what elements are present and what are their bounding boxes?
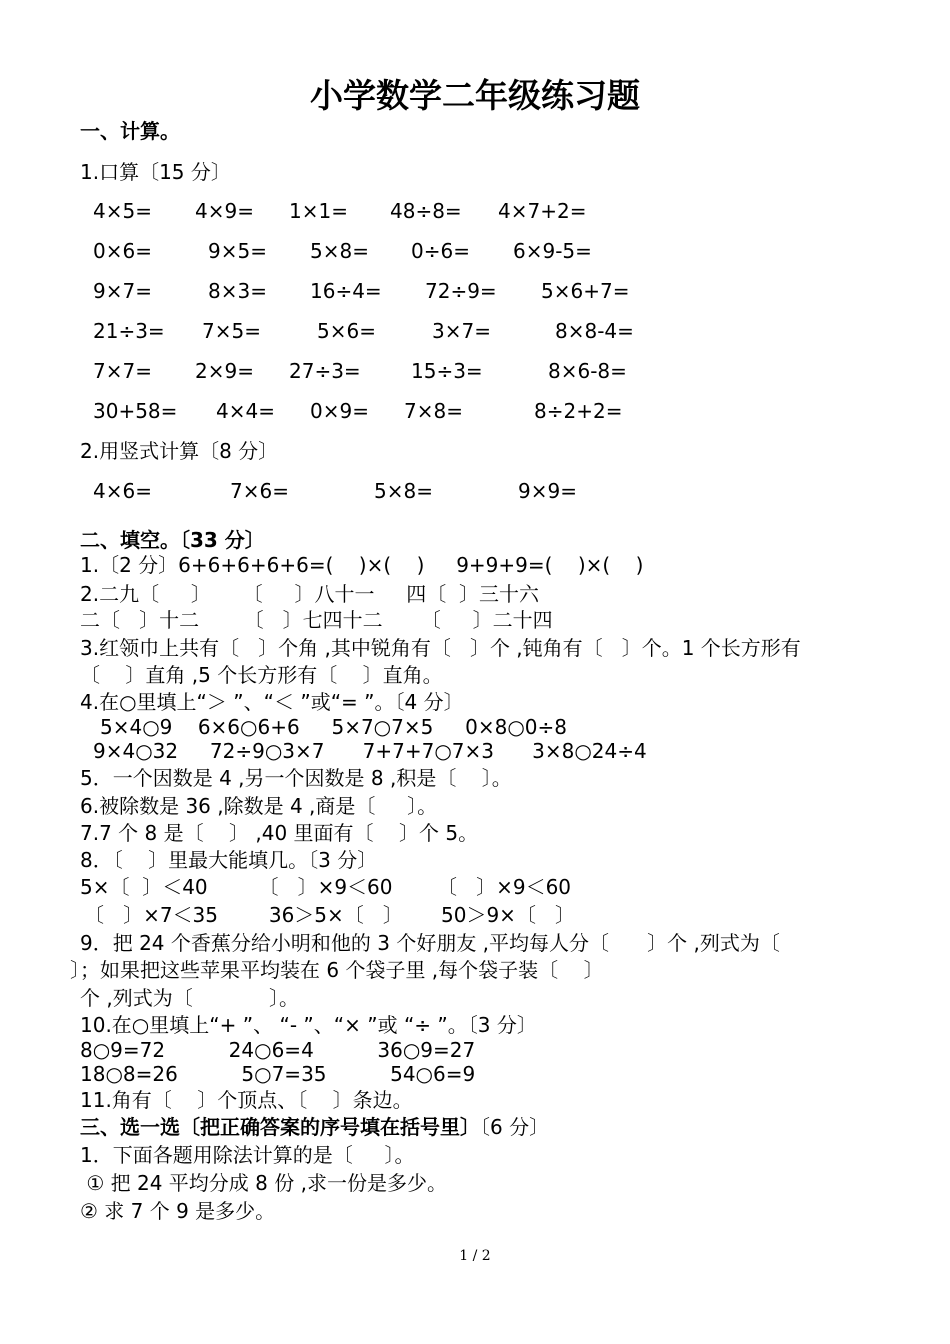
- fill-line: 4.在○里填上“＞ ”、“＜ ”或“= ”。〔4 分〕: [80, 690, 464, 714]
- section-1-heading: 一、计算。: [80, 119, 180, 143]
- fill-line: 7.7 个 8 是〔 〕 ,40 里面有〔 〕个 5。: [80, 821, 479, 845]
- section-3-points: 〔6 分〕: [480, 1115, 550, 1139]
- problem: 9×5=: [208, 239, 267, 263]
- problem: 4×5=: [93, 199, 152, 223]
- fill-line: 5×4○9 6×6○6+6 5×7○7×5 0×8○0÷8: [100, 715, 567, 739]
- fill-line: 10.在○里填上“+ ”、 “- ”、“× ”或 “÷ ”。〔3 分〕: [80, 1013, 537, 1037]
- problem: 0×9=: [310, 399, 369, 423]
- problem: 1×1=: [289, 199, 348, 223]
- problem: 5×6=: [317, 319, 376, 343]
- problem: 2×9=: [195, 359, 254, 383]
- problem: 5×6+7=: [541, 279, 630, 303]
- problem: 7×7=: [93, 359, 152, 383]
- problem: 4×6=: [93, 479, 152, 503]
- fill-line: 〔 〕×7＜35 36＞5×〔 〕 50＞9×〔 〕: [84, 903, 576, 927]
- fill-line: 18○8=26 5○7=35 54○6=9: [80, 1062, 476, 1086]
- fill-line: 6.被除数是 36 ,除数是 4 ,商是〔 〕。: [80, 794, 438, 818]
- problem: 4×7+2=: [498, 199, 587, 223]
- fill-line: 5×〔 〕＜40 〔 〕×9＜60 〔 〕×9＜60: [80, 875, 572, 899]
- fill-line: 8．〔 〕里最大能填几。〔3 分〕: [80, 848, 378, 872]
- problem: 21÷3=: [93, 319, 165, 343]
- problem: 8÷2+2=: [534, 399, 623, 423]
- problem: 0×6=: [93, 239, 152, 263]
- fill-line: 个 ,列式为〔 〕。: [80, 986, 300, 1010]
- q1-label: 1.口算〔15 分〕: [80, 160, 231, 184]
- section-2-heading-tail: 分〕: [217, 528, 265, 552]
- problem: 7×6=: [230, 479, 289, 503]
- problem: 7×5=: [202, 319, 261, 343]
- problem: 30+58=: [93, 399, 178, 423]
- problem: 3×7=: [432, 319, 491, 343]
- section-3-heading-text: 三、选一选〔把正确答案的序号填在括号里〕: [80, 1115, 480, 1139]
- section-3-heading: [80, 1114, 549, 1140]
- page-number: 1 / 2: [459, 1248, 491, 1264]
- choice-option: ① 把 24 平均分成 8 份 ,求一份是多少。: [80, 1171, 447, 1195]
- problem: 9×7=: [93, 279, 152, 303]
- problem: 4×9=: [195, 199, 254, 223]
- problem: 4×4=: [216, 399, 275, 423]
- section-2-points: 33: [190, 528, 218, 552]
- problem: 48÷8=: [390, 199, 462, 223]
- fill-line: 二〔 〕十二 〔 〕七四十二 〔 〕二十四: [80, 608, 553, 632]
- fill-line: 9．把 24 个香蕉分给小明和他的 3 个好朋友 ,平均每人分〔 〕个 ,列式为〔: [80, 931, 780, 955]
- problem: 8×8-4=: [555, 319, 634, 343]
- problem: 72÷9=: [425, 279, 497, 303]
- problem: 0÷6=: [411, 239, 470, 263]
- page-title: 小学数学二年级练习题: [310, 76, 640, 115]
- problem: 5×8=: [310, 239, 369, 263]
- problem: 6×9-5=: [513, 239, 592, 263]
- problem: 15÷3=: [411, 359, 483, 383]
- problem: 9×9=: [518, 479, 577, 503]
- problem: 27÷3=: [289, 359, 361, 383]
- fill-line: 1.〔2 分〕6+6+6+6+6=( )×( ) 9+9+9=( )×( ): [80, 553, 644, 577]
- fill-line: 8○9=72 24○6=4 36○9=27: [80, 1038, 476, 1062]
- fill-line: 2.二九〔 〕 〔 〕八十一 四〔 〕三十六: [80, 582, 539, 606]
- choice-question: 1．下面各题用除法计算的是〔 〕。: [80, 1143, 415, 1167]
- problem: 16÷4=: [310, 279, 382, 303]
- fill-line: 11.角有〔 〕个顶点、〔 〕条边。: [80, 1088, 413, 1112]
- problem: 5×8=: [374, 479, 433, 503]
- fill-line: 〕；如果把这些苹果平均装在 6 个袋子里 ,每个袋子装〔 〕: [70, 958, 604, 982]
- section-2-heading: [80, 527, 265, 553]
- problem: 8×3=: [208, 279, 267, 303]
- fill-line: 〔 〕直角 ,5 个长方形有〔 〕直角。: [80, 663, 443, 687]
- fill-line: 5．一个因数是 4 ,另一个因数是 8 ,积是〔 〕。: [80, 766, 512, 790]
- problem: 8×6-8=: [548, 359, 627, 383]
- fill-line: 3.红领巾上共有〔 〕个角 ,其中锐角有〔 〕个 ,钝角有〔 〕个。1 个长方形有: [80, 636, 801, 660]
- choice-option: ② 求 7 个 9 是多少。: [80, 1199, 276, 1223]
- problem: 7×8=: [404, 399, 463, 423]
- section-2-heading-text: 二、填空。〔: [80, 528, 190, 552]
- fill-line: 9×4○32 72÷9○3×7 7+7+7○7×3 3×8○24÷4: [93, 739, 647, 763]
- q2-label: 2.用竖式计算〔8 分〕: [80, 439, 279, 463]
